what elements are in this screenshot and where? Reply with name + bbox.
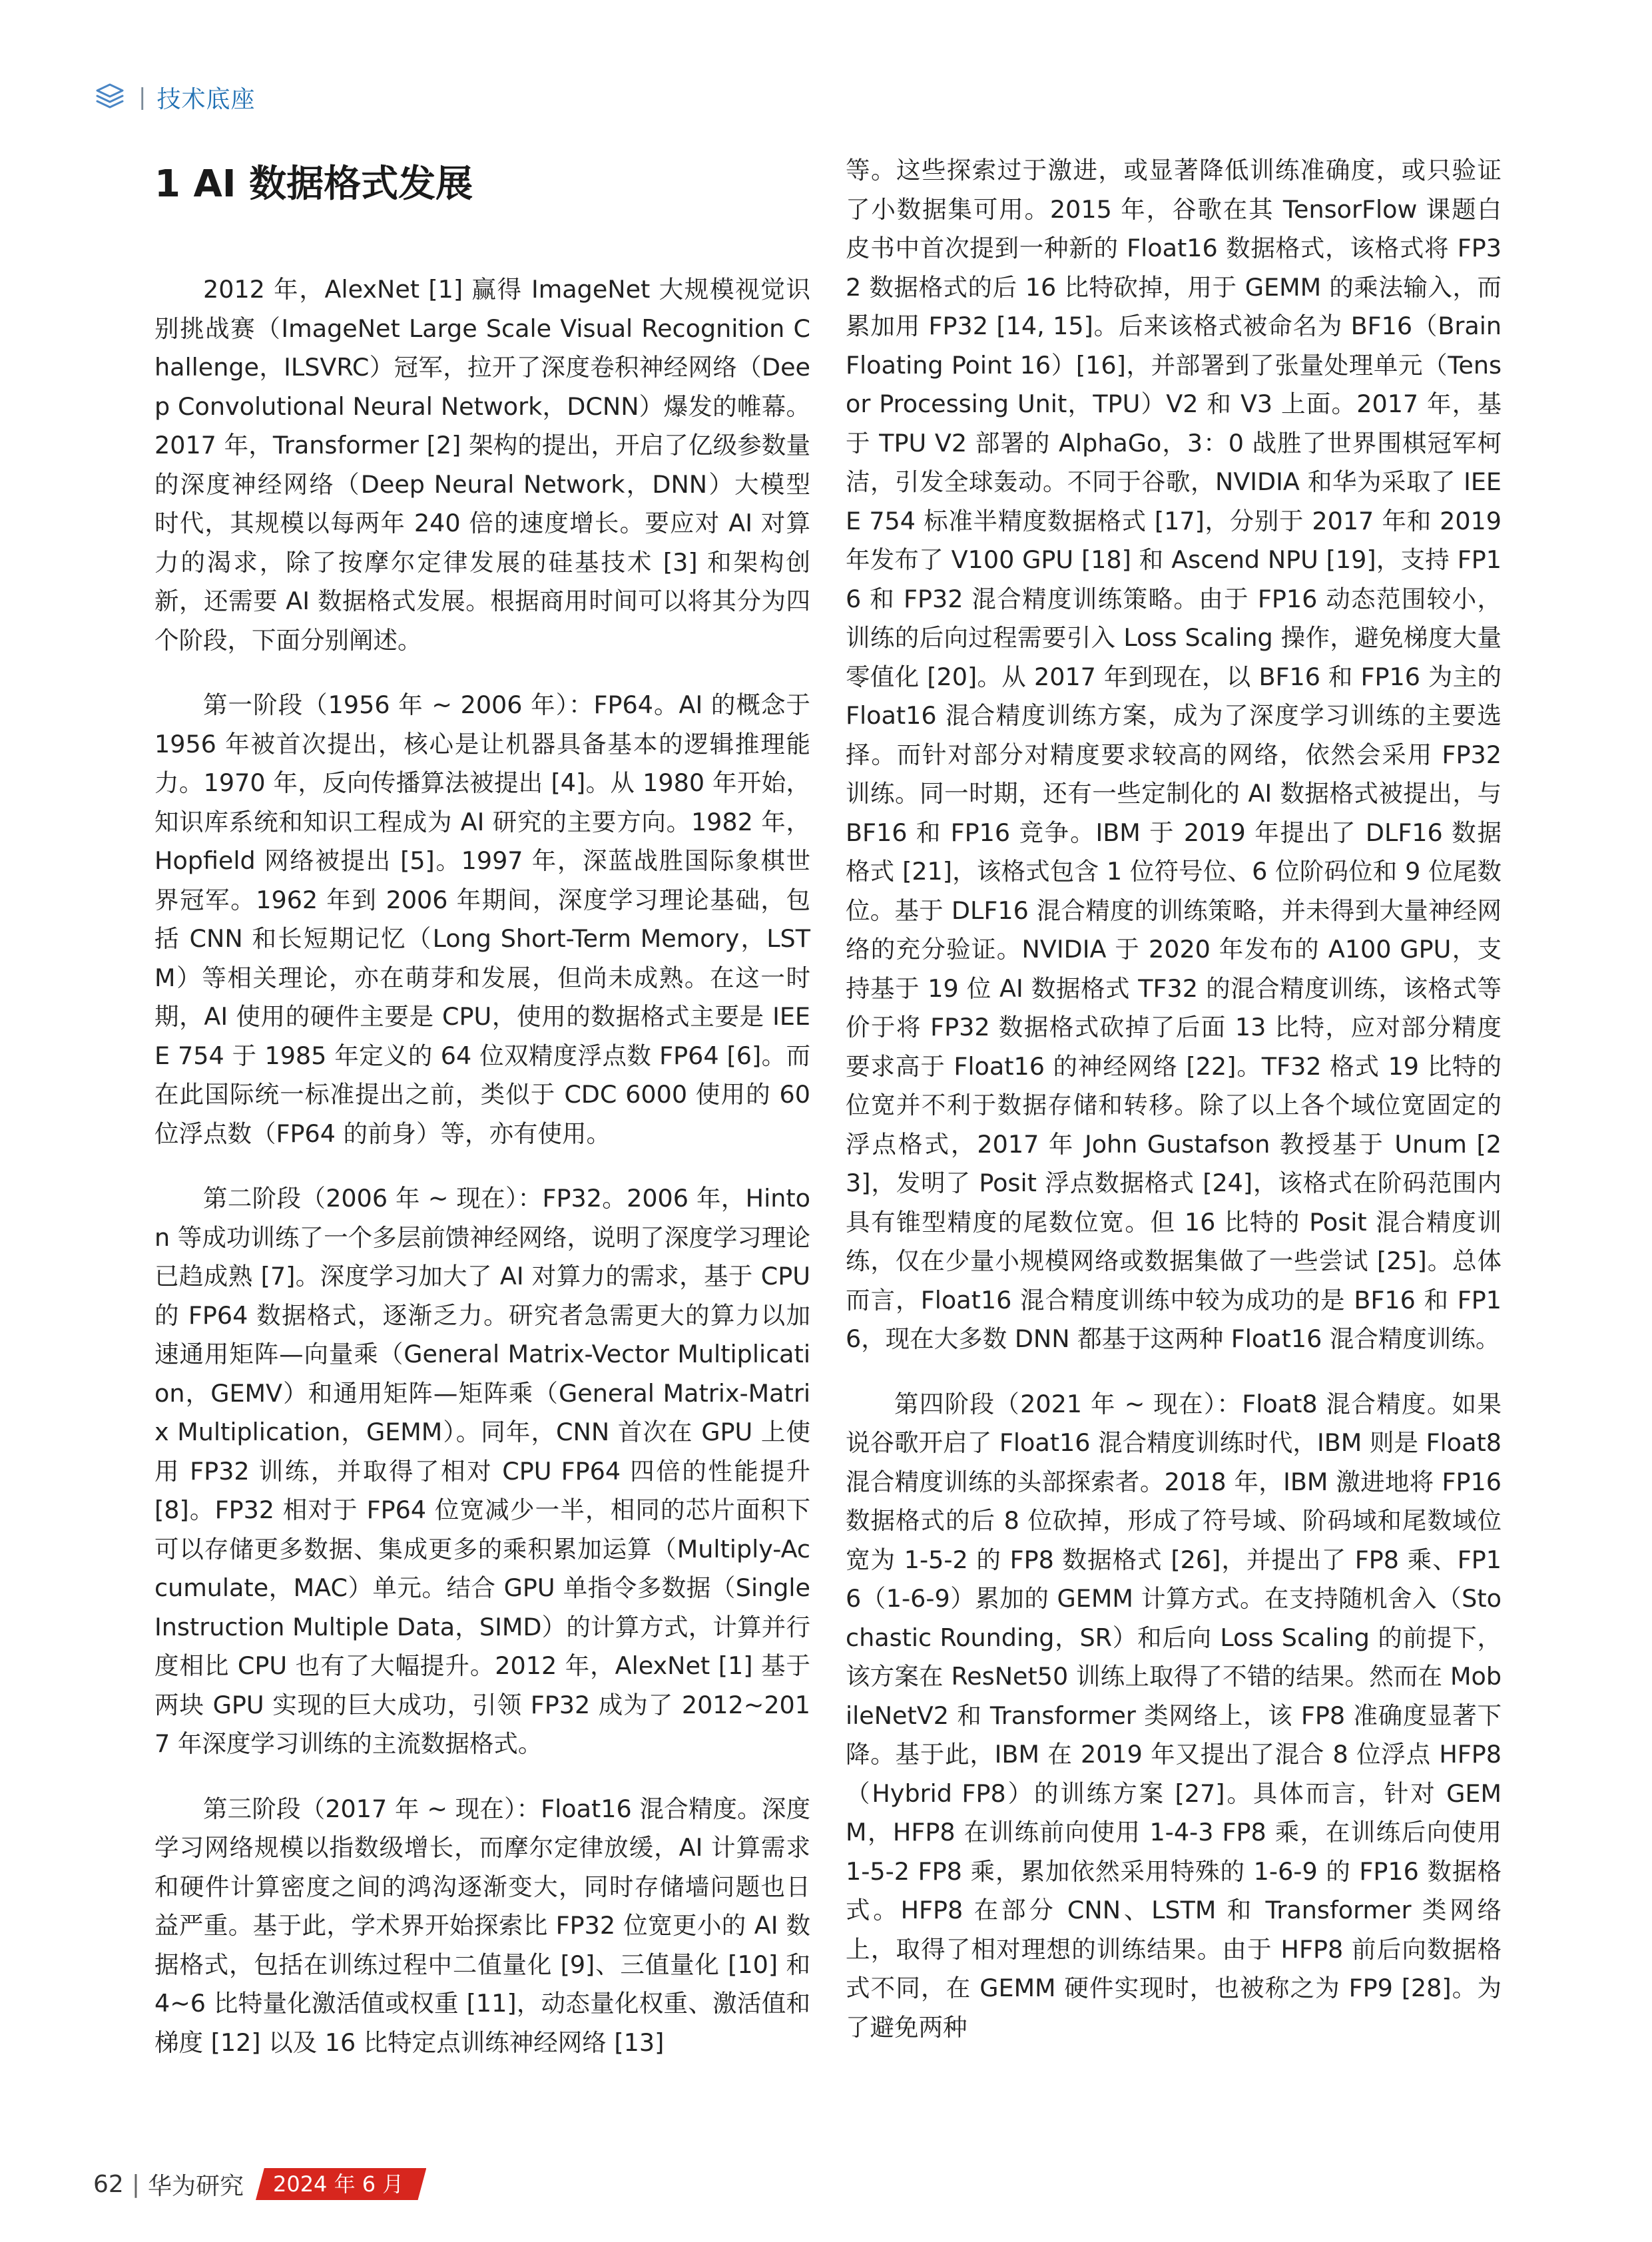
right-column — [846, 143, 1502, 2073]
page-footer — [93, 2168, 426, 2200]
paragraph-stage-2: 第二阶段（2006 年 ~ 现在）：FP32。2006 年，Hinton 等成功训练了一个多层前馈神经网络，说明了深度学习理论已趋成熟 [7]。深度学习加大了 AI 对算力的需求，基于 CPU 的 FP64 数据格式，逐渐乏力。研究者急需更大的算力以加速通用矩阵—向量乘（General Matrix-Vector Multiplication，GEMV）和通用矩阵—矩阵乘（General Matrix-Matrix Multiplication，GEMM）。同年，CNN 首次在 GPU 上使用 FP32 训练，并取得了相对 CPU FP64 四倍的性能提升 [8]。FP32 相对于 FP64 位宽减少一半，相同的芯片面积下可以存储更多数据、集成更多的乘积累加运算（Multiply-Accumulate，MAC）单元。结合 GPU 单指令多数据（Single Instruction Multiple Data，SIMD）的计算方式，计算并行度相比 CPU 也有了大幅提升。2012 年，AlexNet [1] 基于两块 GPU 实现的巨大成功，引领 FP32 成为了 2012~2017 年深度学习训练的主流数据格式。 — [154, 1184, 810, 1759]
issue-date-badge — [256, 2168, 426, 2200]
footer-separator: | — [131, 2170, 140, 2198]
publication-name: 华为研究 — [147, 2172, 244, 2200]
left-column — [154, 143, 810, 2088]
issue-date: 2024 年 6 月 — [272, 2171, 404, 2197]
header-separator: | — [138, 84, 146, 111]
running-header — [93, 79, 255, 116]
section-label: 技术底座 — [156, 85, 256, 113]
paragraph-stage-3-continued: 等。这些探索过于激进，或显著降低训练准确度，或只验证了小数据集可用。2015 年，谷歌在其 TensorFlow 课题白皮书中首次提到一种新的 Float16 数据格式，该格式将 FP32 数据格式的后 16 比特砍掉，用于 GEMM 的乘法输入，而累加用 FP32 [14, 15]。后来该格式被命名为 BF16（Brain Floating Point 16）[16]，并部署到了张量处理单元（Tensor Processing Unit，TPU）V2 和 V3 上面。2017 年，基于 TPU V2 部署的 AlphaGo，3：0 战胜了世界围棋冠军柯洁，引发全球轰动。不同于谷歌，NVIDIA 和华为采取了 IEEE 754 标准半精度数据格式 [17]，分别于 2017 年和 2019 年发布了 V100 GPU [18] 和 Ascend NPU [19]，支持 FP16 和 FP32 混合精度训练策略。由于 FP16 动态范围较小，训练的后向过程需要引入 Loss Scaling 操作，避免梯度大量零值化 [20]。从 2017 年到现在，以 BF16 和 FP16 为主的 Float16 混合精度训练方案，成为了深度学习训练的主要选择。而针对部分对精度要求较高的网络，依然会采用 FP32 训练。同一时期，还有一些定制化的 AI 数据格式被提出，与 BF16 和 FP16 竞争。IBM 于 2019 年提出了 DLF16 数据格式 [21]，该格式包含 1 位符号位、6 位阶码位和 9 位尾数位。基于 DLF16 混合精度的训练策略，并未得到大量神经网络的充分验证。NVIDIA 于 2020 年发布的 A100 GPU，支持基于 19 位 AI 数据格式 TF32 的混合精度训练，该格式等价于将 FP32 数据格式砍掉了后面 13 比特，应对部分精度要求高于 Float16 的神经网络 [22]。TF32 格式 19 比特的位宽并不利于数据存储和转移。除了以上各个域位宽固定的浮点格式，2017 年 John Gustafson 教授基于 Unum [23]，发明了 Posit 浮点数据格式 [24]，该格式在阶码范围内具有锥型精度的尾数位宽。但 16 比特的 Posit 混合精度训练，仅在少量小规模网络或数据集做了一些尝试 [25]。总体而言，Float16 混合精度训练中较为成功的是 BF16 和 FP16，现在大多数 DNN 都基于这两种 Float16 混合精度训练。 — [846, 156, 1502, 1353]
page-number: 62 — [93, 2170, 124, 2198]
paragraph-stage-4: 第四阶段（2021 年 ~ 现在）：Float8 混合精度。如果说谷歌开启了 Float16 混合精度训练时代，IBM 则是 Float8 混合精度训练的头部探索者。2018 年，IBM 激进地将 FP16 数据格式的后 8 位砍掉，形成了符号域、阶码域和尾数域位宽为 1-5-2 的 FP8 数据格式 [26]，并提出了 FP8 乘、FP16（1-6-9）累加的 GEMM 计算方式。在支持随机舍入（Stochastic Rounding，SR）和后向 Loss Scaling 的前提下，该方案在 ResNet50 训练上取得了不错的结果。然而在 MobileNetV2 和 Transformer 类网络上，该 FP8 准确度显著下降。基于此，IBM 在 2019 年又提出了混合 8 位浮点 HFP8（Hybrid FP8）的训练方案 [27]。具体而言，针对 GEMM，HFP8 在训练前向使用 1-4-3 FP8 乘，在训练后向使用 1-5-2 FP8 乘，累加依然采用特殊的 1-6-9 的 FP16 数据格式。HFP8 在部分 CNN、LSTM 和 Transformer 类网络上，取得了相对理想的训练结果。由于 HFP8 前后向数据格式不同，在 GEMM 硬件实现时，也被称之为 FP9 [28]。为了避免两种 — [846, 1389, 1502, 2042]
section-title: 1 AI 数据格式发展 — [154, 162, 473, 206]
paragraph-stage-1: 第一阶段（1956 年 ~ 2006 年）：FP64。AI 的概念于 1956 年被首次提出，核心是让机器具备基本的逻辑推理能力。1970 年，反向传播算法被提出 [4]。从 1980 年开始，知识库系统和知识工程成为 AI 研究的主要方向。1982 年，Hopfield 网络被提出 [5]。1997 年，深蓝战胜国际象棋世界冠军。1962 年到 2006 年期间，深度学习理论基础，包括 CNN 和长短期记忆（Long Short-Term Memory，LSTM）等相关理论，亦在萌芽和发展，但尚未成熟。在这一时期，AI 使用的硬件主要是 CPU，使用的数据格式主要是 IEEE 754 于 1985 年定义的 64 位双精度浮点数 FP64 [6]。而在此国际统一标准提出之前，类似于 CDC 6000 使用的 60 位浮点数（FP64 的前身）等，亦有使用。 — [154, 691, 810, 1148]
paragraph-stage-3: 第三阶段（2017 年 ~ 现在）：Float16 混合精度。深度学习网络规模以指数级增长，而摩尔定律放缓，AI 计算需求和硬件计算密度之间的鸿沟逐渐变大，同时存储墙问题也日益严重。基于此，学术界开始探索比 FP32 位宽更小的 AI 数据格式，包括在训练过程中二值量化 [9]、三值量化 [10] 和 4~6 比特量化激活值或权重 [11]，动态量化权重、激活值和梯度 [12] 以及 16 比特定点训练神经网络 [13] — [154, 1794, 810, 2057]
stacked-layers-icon — [93, 81, 127, 114]
paragraph-intro: 2012 年，AlexNet [1] 赢得 ImageNet 大规模视觉识别挑战赛（ImageNet Large Scale Visual Recognition Challenge，ILSVRC）冠军，拉开了深度卷积神经网络（Deep Convolutional Neural Network，DCNN）爆发的帷幕。2017 年，Transformer [2] 架构的提出，开启了亿级参数量的深度神经网络（Deep Neural Network，DNN）大模型时代，其规模以每两年 240 倍的速度增长。要应对 AI 对算力的渴求，除了按摩尔定律发展的硅基技术 [3] 和架构创新，还需要 AI 数据格式发展。根据商用时间可以将其分为四个阶段，下面分别阐述。 — [154, 275, 810, 655]
